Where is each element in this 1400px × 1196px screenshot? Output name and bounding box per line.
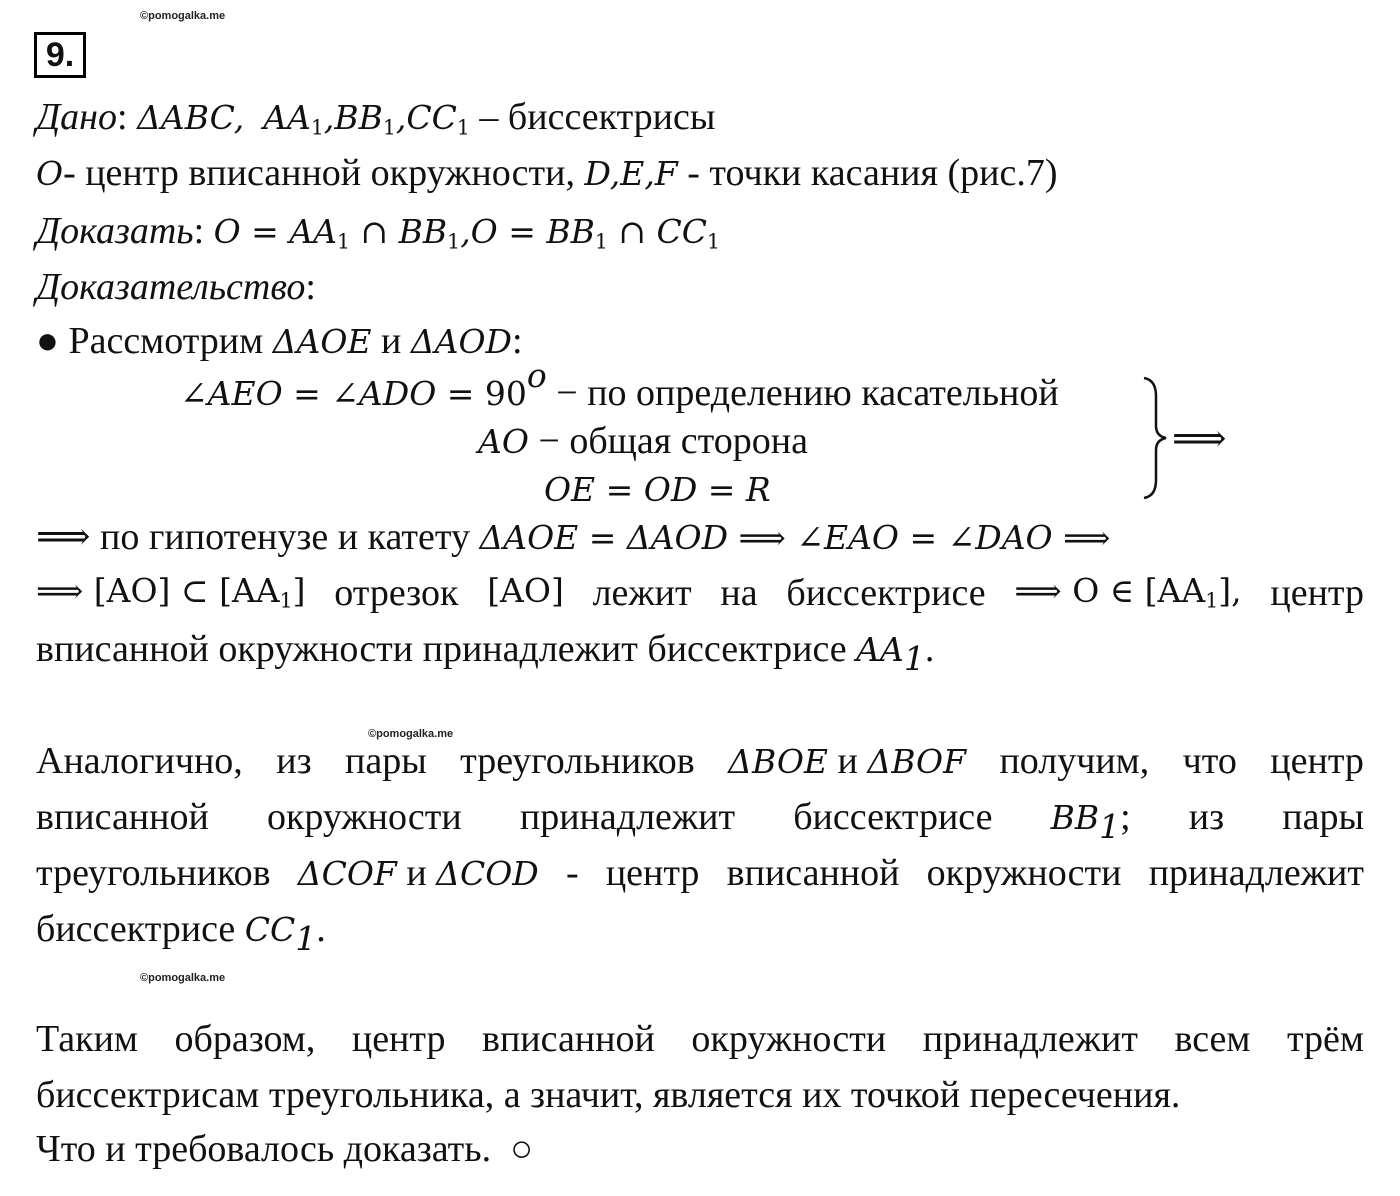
para3-line-2: биссектрисам треугольника, а значит, является их точкой пересечения. (36, 1074, 1181, 1116)
system-line-3: OE = OD = R (544, 470, 771, 509)
watermark: ©pomogalka.me (140, 972, 226, 984)
right-brace-icon (1140, 376, 1170, 500)
conclusion-line-1: ⟹ по гипотенузе и катету ΔAOE = ΔAOD ⟹ ∠EAO = ∠DAO ⟹ (36, 516, 1111, 558)
watermark: ©pomogalka.me (140, 10, 226, 22)
para3-line-3: Что и требовалось доказать. ○ (36, 1128, 534, 1170)
conclusion-line-2: ⟹ [AO] ⊂ $[AA_1]$ отрезок [AO] лежит на биссектрисе ⟹ O ∈ $[AA_1]$, центр (36, 571, 1364, 614)
task-number: 9. (34, 32, 86, 78)
watermark: ©pomogalka.me (368, 728, 454, 740)
proof-label: Доказательство: (36, 266, 316, 308)
given-line: Дано: ΔABC, $AA_1,BB_1,CC_1$ – биссектрисы (36, 96, 716, 140)
consider-line: ● Рассмотрим ΔAOE и ΔAOD: (36, 320, 523, 362)
system-line-2: AO − общая сторона (478, 420, 808, 462)
para2-line-4: биссектрисе $CC_1$. (36, 908, 326, 959)
given-line-2: O- центр вписанной окружности, D,E,F - точки касания (рис.7) (36, 152, 1058, 194)
conclusion-line-3: вписанной окружности принадлежит биссектрисе $AA_1$. (36, 628, 935, 679)
system-line-1: ∠AEO = ∠ADO = $90^o$ − по определению касательной (180, 355, 1059, 414)
para2-line-1: Аналогично, из пары треугольников ΔBOE и ΔBOF получим, что центр (36, 740, 1364, 782)
prove-line: Доказать: $O = AA_1$ ∩ $BB_1,O = BB_1$ ∩ $CC_1$ (36, 210, 721, 254)
end-of-proof-icon: ○ (510, 1128, 534, 1170)
implies-symbol: ⟹ (1172, 418, 1227, 460)
para2-line-2: вписанной окружности принадлежит биссектрисе $BB_1$; из пары (36, 796, 1364, 847)
para3-line-1: Таким образом, центр вписанной окружности принадлежит всем трём (36, 1018, 1364, 1060)
para2-line-3: треугольников ΔCOF и ΔCOD - центр вписанной окружности принадлежит (36, 852, 1364, 894)
